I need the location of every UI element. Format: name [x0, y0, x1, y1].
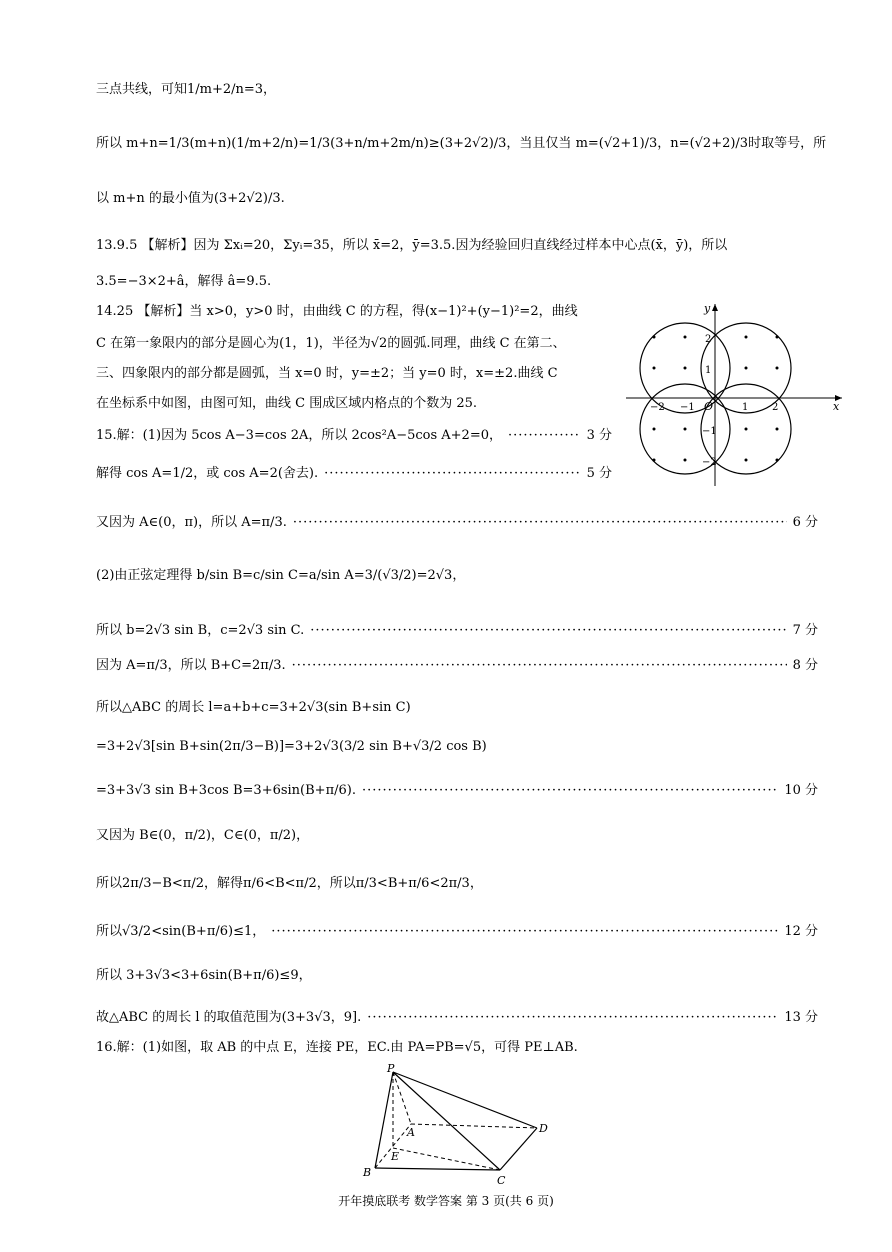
leader-dots [367, 1008, 778, 1028]
solution-row-10 [96, 426, 612, 446]
text-line-22: 所以 3+3√3<3+6sin(B+π/6)≤9， [96, 968, 312, 983]
vertex-p-label: P [387, 1062, 395, 1075]
origin-label: O [704, 400, 714, 413]
score-label: 6 分 [792, 515, 818, 530]
score-label: 12 分 [784, 924, 818, 939]
score-label: 8 分 [792, 658, 818, 673]
tick-x-1: 1 [742, 402, 749, 413]
solution-row-14 [96, 621, 818, 641]
pyramid-figure [355, 1060, 555, 1188]
text-line-16: 所以△ABC 的周长 l=a+b+c=3+2√3(sin B+sin C) [96, 700, 411, 715]
text-line-17: =3+2√3[sin B+sin(2π/3−B)]=3+2√3(3/2 sin B+√3/2 cos B) [96, 739, 487, 754]
text-line-13: (2)由正弦定理得 b/sin B=c/sin C=a/sin A=3/(√3/2)=2√3， [96, 568, 466, 583]
text-line-15: 因为 A=π/3，所以 B+C=2π/3. [96, 658, 286, 673]
solution-row-23 [96, 1008, 818, 1028]
text-line-7: C 在第一象限内的部分是圆心为(1，1)，半径为√2的圆弧.同理，曲线 C 在第二、 [96, 336, 566, 351]
vertex-b-label: B [363, 1166, 372, 1179]
score-label: 5 分 [586, 466, 612, 481]
tick-y-1: 1 [705, 365, 712, 376]
text-line-6: 14.25 【解析】当 x>0，y>0 时，由曲线 C 的方程，得(x−1)²+(y−1)²=2，曲线 [96, 304, 578, 319]
curve-c-graph [620, 296, 850, 492]
solution-row-18 [96, 781, 818, 801]
vertex-a-label: A [407, 1126, 415, 1139]
vertex-e-label: E [391, 1150, 400, 1163]
tick-y-2: 2 [705, 334, 712, 345]
text-line-2: 所以 m+n=1/3(m+n)(1/m+2/n)=1/3(3+n/m+2m/n)≥(3+2√2)/3，当且仅当 m=(√2+1)/3，n=(√2+2)/3时取等号，所 [96, 136, 827, 151]
text-line-1: 三点共线，可知1/m+2/n=3， [96, 82, 277, 97]
tick-x-2: 2 [772, 402, 779, 413]
leader-dots [292, 656, 787, 676]
text-line-4: 13.9.5 【解析】因为 Σxᵢ=20，Σyᵢ=35，所以 x̄=2，ȳ=3.5.因为经验回归直线经过样本中心点(x̄，ȳ)，所以 [96, 238, 728, 253]
text-line-19: 又因为 B∈(0，π/2)，C∈(0，π/2)， [96, 828, 310, 843]
vertex-c-label: C [497, 1174, 506, 1187]
solution-row-15 [96, 656, 818, 676]
text-line-14: 所以 b=2√3 sin B，c=2√3 sin C. [96, 623, 305, 638]
score-label: 3 分 [586, 428, 612, 443]
y-axis-label: y [704, 302, 711, 315]
vertex-d-label: D [539, 1122, 548, 1135]
text-line-21: 所以√3/2<sin(B+π/6)≤1， [96, 924, 266, 939]
page-footer: 开年摸底联考 数学答案 第 3 页(共 6 页) [338, 1194, 554, 1208]
leader-dots [362, 781, 778, 801]
tick-y-neg2: −2 [702, 457, 717, 468]
text-line-3: 以 m+n 的最小值为(3+2√2)/3. [96, 191, 285, 206]
text-line-5: 3.5=−3×2+â，解得 â=9.5. [96, 274, 272, 289]
leader-dots [271, 922, 778, 942]
text-line-24: 16.解：(1)如图，取 AB 的中点 E，连接 PE，EC.由 PA=PB=√5，可得 PE⊥AB. [96, 1040, 578, 1055]
leader-dots [324, 464, 580, 484]
text-line-8: 三、四象限内的部分都是圆弧，当 x=0 时，y=±2；当 y=0 时，x=±2.曲线 C [96, 366, 558, 381]
solution-row-21 [96, 922, 818, 942]
score-label: 10 分 [784, 783, 818, 798]
y-axis-arrow-icon [712, 304, 718, 311]
text-line-11: 解得 cos A=1/2，或 cos A=2(舍去). [96, 466, 319, 481]
score-label: 7 分 [792, 623, 818, 638]
leader-dots [293, 513, 787, 533]
leader-dots [310, 621, 786, 641]
solution-row-11 [96, 464, 612, 484]
score-label: 13 分 [784, 1010, 818, 1025]
text-line-20: 所以2π/3−B<π/2，解得π/6<B<π/2，所以π/3<B+π/6<2π/3， [96, 876, 483, 891]
x-axis-label: x [833, 400, 840, 413]
text-line-9: 在坐标系中如图，由图可知，曲线 C 围成区域内格点的个数为 25. [96, 396, 478, 411]
text-line-18: =3+3√3 sin B+3cos B=3+6sin(B+π/6). [96, 783, 356, 798]
leader-dots [508, 426, 581, 446]
solution-row-12 [96, 513, 818, 533]
tick-x-neg1: −1 [680, 402, 695, 413]
text-line-10: 15.解：(1)因为 5cos A−3=cos 2A，所以 2cos²A−5cos A+2=0， [96, 428, 502, 443]
text-line-12: 又因为 A∈(0，π)，所以 A=π/3. [96, 515, 287, 530]
tick-y-neg1: −1 [702, 426, 717, 437]
tick-x-neg2: −2 [650, 402, 665, 413]
text-line-23: 故△ABC 的周长 l 的取值范围为(3+3√3，9]. [96, 1010, 362, 1025]
